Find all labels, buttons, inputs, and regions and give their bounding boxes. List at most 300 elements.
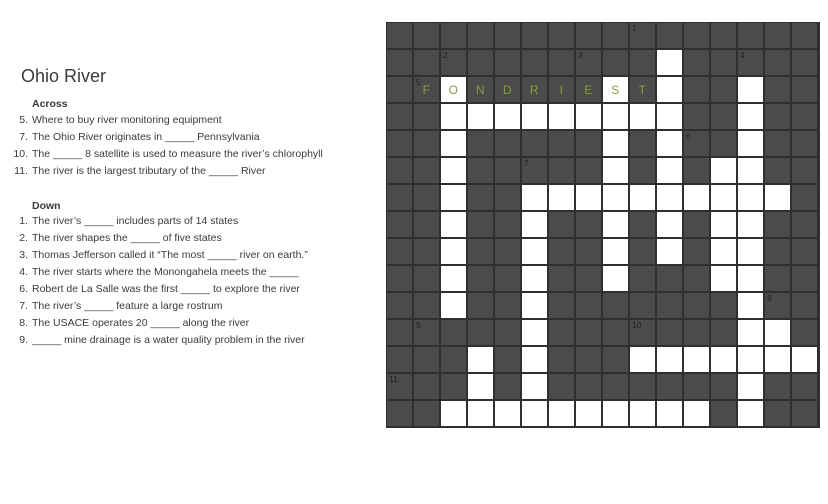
grid-cell[interactable] bbox=[738, 347, 763, 372]
blocked-cell bbox=[387, 374, 412, 399]
blocked-cell bbox=[495, 50, 520, 75]
blocked-cell bbox=[468, 131, 493, 156]
down-clue-6 bbox=[0, 282, 300, 296]
grid-cell[interactable] bbox=[711, 185, 736, 210]
blocked-cell bbox=[792, 131, 817, 156]
grid-cell[interactable] bbox=[603, 401, 628, 426]
blocked-cell bbox=[414, 293, 439, 318]
blocked-cell bbox=[792, 401, 817, 426]
blocked-cell bbox=[792, 77, 817, 102]
down-clue-9 bbox=[0, 333, 305, 347]
grid-cell[interactable] bbox=[603, 158, 628, 183]
cell-number: 1 bbox=[632, 23, 637, 33]
grid-cell[interactable] bbox=[711, 239, 736, 264]
blocked-cell bbox=[792, 239, 817, 264]
blocked-cell bbox=[576, 131, 601, 156]
blocked-cell bbox=[684, 77, 709, 102]
grid-cell[interactable] bbox=[522, 293, 547, 318]
across-clue-7 bbox=[0, 130, 260, 144]
blocked-cell bbox=[495, 23, 520, 48]
blocked-cell bbox=[549, 50, 574, 75]
blocked-cell bbox=[414, 320, 439, 345]
blocked-cell bbox=[468, 266, 493, 291]
blocked-cell bbox=[792, 212, 817, 237]
blocked-cell bbox=[414, 104, 439, 129]
blocked-cell bbox=[684, 104, 709, 129]
grid-cell[interactable] bbox=[441, 266, 466, 291]
grid-cell[interactable] bbox=[522, 320, 547, 345]
blocked-cell bbox=[657, 320, 682, 345]
blocked-cell bbox=[576, 77, 601, 102]
blocked-cell bbox=[441, 374, 466, 399]
blocked-cell bbox=[630, 239, 655, 264]
grid-cell[interactable] bbox=[468, 104, 493, 129]
blocked-cell bbox=[684, 212, 709, 237]
blocked-cell bbox=[441, 23, 466, 48]
clue-text: Where to buy river monitoring equipment bbox=[32, 114, 222, 126]
grid-cell[interactable] bbox=[441, 158, 466, 183]
blocked-cell bbox=[684, 131, 709, 156]
grid-cell[interactable] bbox=[738, 104, 763, 129]
grid-cell[interactable] bbox=[468, 401, 493, 426]
blocked-cell bbox=[684, 239, 709, 264]
blocked-cell bbox=[522, 23, 547, 48]
blocked-cell bbox=[630, 320, 655, 345]
grid-cell[interactable] bbox=[738, 266, 763, 291]
blocked-cell bbox=[495, 266, 520, 291]
blocked-cell bbox=[468, 320, 493, 345]
blocked-cell bbox=[792, 104, 817, 129]
blocked-cell bbox=[630, 131, 655, 156]
clue-number: 8. bbox=[19, 317, 28, 329]
blocked-cell bbox=[576, 212, 601, 237]
clue-number: 7. bbox=[19, 300, 28, 312]
cell-letter: D bbox=[502, 83, 513, 97]
clue-number: 9. bbox=[19, 334, 28, 346]
grid-cell[interactable] bbox=[657, 104, 682, 129]
blocked-cell bbox=[630, 374, 655, 399]
cell-letter: T bbox=[638, 83, 647, 97]
blocked-cell bbox=[522, 158, 547, 183]
grid-cell[interactable] bbox=[657, 347, 682, 372]
blocked-cell bbox=[792, 374, 817, 399]
grid-cell[interactable] bbox=[657, 158, 682, 183]
blocked-cell bbox=[387, 239, 412, 264]
blocked-cell bbox=[576, 374, 601, 399]
blocked-cell bbox=[522, 131, 547, 156]
blocked-cell bbox=[468, 23, 493, 48]
blocked-cell bbox=[765, 131, 790, 156]
blocked-cell bbox=[549, 266, 574, 291]
blocked-cell bbox=[387, 104, 412, 129]
grid-cell[interactable] bbox=[522, 185, 547, 210]
clue-number: 6. bbox=[19, 283, 28, 295]
blocked-cell bbox=[630, 158, 655, 183]
blocked-cell bbox=[414, 212, 439, 237]
blocked-cell bbox=[630, 23, 655, 48]
grid-cell[interactable] bbox=[603, 185, 628, 210]
blocked-cell bbox=[684, 266, 709, 291]
blocked-cell bbox=[387, 347, 412, 372]
grid-cell[interactable] bbox=[603, 239, 628, 264]
cell-letter: S bbox=[611, 83, 620, 97]
clue-text: The river’s _____ includes parts of 14 states bbox=[32, 215, 239, 227]
grid-cell[interactable] bbox=[576, 185, 601, 210]
grid-cell[interactable] bbox=[441, 212, 466, 237]
blocked-cell bbox=[495, 131, 520, 156]
down-clue-1 bbox=[0, 214, 238, 228]
clue-panel bbox=[0, 0, 380, 504]
clue-number: 5. bbox=[19, 114, 28, 126]
grid-cell[interactable] bbox=[711, 212, 736, 237]
grid-cell[interactable] bbox=[468, 374, 493, 399]
down-heading: Down bbox=[32, 200, 61, 212]
across-clue-10 bbox=[0, 147, 323, 161]
blocked-cell bbox=[549, 77, 574, 102]
blocked-cell bbox=[603, 23, 628, 48]
grid-cell[interactable] bbox=[657, 50, 682, 75]
blocked-cell bbox=[711, 50, 736, 75]
blocked-cell bbox=[495, 293, 520, 318]
clue-text: Thomas Jefferson called it “The most _____ river on earth.” bbox=[32, 249, 308, 261]
blocked-cell bbox=[495, 158, 520, 183]
blocked-cell bbox=[549, 320, 574, 345]
blocked-cell bbox=[684, 293, 709, 318]
blocked-cell bbox=[441, 347, 466, 372]
grid-cell[interactable] bbox=[495, 104, 520, 129]
blocked-cell bbox=[765, 50, 790, 75]
grid-cell[interactable] bbox=[549, 185, 574, 210]
clue-text: The river starts where the Monongahela meets the _____ bbox=[32, 266, 299, 278]
blocked-cell bbox=[765, 23, 790, 48]
blocked-cell bbox=[387, 401, 412, 426]
blocked-cell bbox=[630, 266, 655, 291]
across-heading: Across bbox=[32, 98, 68, 110]
puzzle-title: Ohio River bbox=[21, 66, 107, 86]
blocked-cell bbox=[711, 401, 736, 426]
cell-number: 5 bbox=[416, 77, 421, 87]
clue-text: The Ohio River originates in _____ Pennsylvania bbox=[32, 131, 260, 143]
cell-number: 11 bbox=[389, 374, 398, 384]
blocked-cell bbox=[711, 23, 736, 48]
grid-cell[interactable] bbox=[738, 77, 763, 102]
blocked-cell bbox=[522, 50, 547, 75]
grid-cell[interactable] bbox=[657, 131, 682, 156]
grid-cell[interactable] bbox=[738, 374, 763, 399]
blocked-cell bbox=[711, 320, 736, 345]
blocked-cell bbox=[414, 266, 439, 291]
grid-cell[interactable] bbox=[738, 293, 763, 318]
blocked-cell bbox=[684, 158, 709, 183]
blocked-cell bbox=[765, 239, 790, 264]
blocked-cell bbox=[765, 104, 790, 129]
blocked-cell bbox=[792, 293, 817, 318]
blocked-cell bbox=[765, 374, 790, 399]
cell-number: 10 bbox=[632, 320, 642, 330]
grid-cell[interactable] bbox=[522, 266, 547, 291]
clue-text: The _____ 8 satellite is used to measure the river’s chlorophyll bbox=[32, 148, 323, 160]
blocked-cell bbox=[738, 50, 763, 75]
cell-number: 6 bbox=[686, 131, 691, 141]
blocked-cell bbox=[414, 23, 439, 48]
blocked-cell bbox=[792, 266, 817, 291]
blocked-cell bbox=[684, 50, 709, 75]
blocked-cell bbox=[549, 293, 574, 318]
grid-cell[interactable] bbox=[792, 347, 817, 372]
blocked-cell bbox=[414, 401, 439, 426]
grid-cell[interactable] bbox=[630, 185, 655, 210]
down-clue-3 bbox=[0, 248, 308, 262]
blocked-cell bbox=[468, 185, 493, 210]
cell-letter: R bbox=[529, 83, 540, 97]
clue-number: 2. bbox=[19, 232, 28, 244]
grid-cell[interactable] bbox=[684, 347, 709, 372]
grid-cell[interactable] bbox=[657, 77, 682, 102]
blocked-cell bbox=[495, 77, 520, 102]
cell-letter: E bbox=[584, 83, 593, 97]
grid-cell[interactable] bbox=[522, 104, 547, 129]
blocked-cell bbox=[387, 266, 412, 291]
blocked-cell bbox=[387, 77, 412, 102]
blocked-cell bbox=[792, 23, 817, 48]
blocked-cell bbox=[387, 158, 412, 183]
grid-cell[interactable] bbox=[765, 320, 790, 345]
grid-cell[interactable] bbox=[711, 347, 736, 372]
blocked-cell bbox=[657, 293, 682, 318]
grid-cell[interactable] bbox=[441, 239, 466, 264]
down-clue-8 bbox=[0, 316, 249, 330]
blocked-cell bbox=[738, 23, 763, 48]
grid-cell[interactable] bbox=[549, 401, 574, 426]
blocked-cell bbox=[603, 293, 628, 318]
blocked-cell bbox=[792, 50, 817, 75]
cell-number: 3 bbox=[578, 50, 583, 60]
clue-number: 10. bbox=[13, 148, 28, 160]
blocked-cell bbox=[387, 320, 412, 345]
blocked-cell bbox=[684, 23, 709, 48]
blocked-cell bbox=[576, 347, 601, 372]
blocked-cell bbox=[468, 293, 493, 318]
blocked-cell bbox=[414, 374, 439, 399]
across-clue-5 bbox=[0, 113, 222, 127]
blocked-cell bbox=[414, 50, 439, 75]
grid-cell[interactable] bbox=[603, 266, 628, 291]
grid-cell[interactable] bbox=[522, 374, 547, 399]
clue-text: Robert de La Salle was the first _____ to explore the river bbox=[32, 283, 300, 295]
blocked-cell bbox=[549, 239, 574, 264]
crossword-grid bbox=[386, 22, 820, 428]
grid-cell[interactable] bbox=[468, 347, 493, 372]
grid-cell[interactable] bbox=[738, 401, 763, 426]
grid-cell[interactable] bbox=[765, 347, 790, 372]
blocked-cell bbox=[549, 158, 574, 183]
blocked-cell bbox=[441, 320, 466, 345]
grid-cell[interactable] bbox=[630, 104, 655, 129]
blocked-cell bbox=[414, 185, 439, 210]
blocked-cell bbox=[549, 347, 574, 372]
grid-cell[interactable] bbox=[495, 401, 520, 426]
blocked-cell bbox=[576, 23, 601, 48]
grid-cell[interactable] bbox=[684, 185, 709, 210]
blocked-cell bbox=[603, 374, 628, 399]
blocked-cell bbox=[630, 77, 655, 102]
blocked-cell bbox=[792, 158, 817, 183]
grid-cell[interactable] bbox=[711, 266, 736, 291]
blocked-cell bbox=[522, 77, 547, 102]
blocked-cell bbox=[792, 185, 817, 210]
blocked-cell bbox=[387, 131, 412, 156]
blocked-cell bbox=[684, 374, 709, 399]
blocked-cell bbox=[684, 320, 709, 345]
blocked-cell bbox=[576, 293, 601, 318]
blocked-cell bbox=[576, 239, 601, 264]
blocked-cell bbox=[495, 239, 520, 264]
blocked-cell bbox=[711, 104, 736, 129]
clue-text: The USACE operates 20 _____ along the river bbox=[32, 317, 250, 329]
grid-cell[interactable] bbox=[603, 104, 628, 129]
blocked-cell bbox=[468, 239, 493, 264]
grid-cell[interactable] bbox=[738, 158, 763, 183]
grid-cell[interactable] bbox=[657, 401, 682, 426]
blocked-cell bbox=[576, 320, 601, 345]
blocked-cell bbox=[576, 50, 601, 75]
blocked-cell bbox=[414, 77, 439, 102]
clue-number: 7. bbox=[19, 131, 28, 143]
grid-cell[interactable] bbox=[738, 212, 763, 237]
blocked-cell bbox=[414, 131, 439, 156]
blocked-cell bbox=[414, 239, 439, 264]
cell-number: 8 bbox=[767, 293, 772, 303]
cell-number: 4 bbox=[740, 50, 745, 60]
down-clue-4 bbox=[0, 265, 299, 279]
blocked-cell bbox=[495, 185, 520, 210]
cell-letter: N bbox=[475, 83, 486, 97]
blocked-cell bbox=[468, 158, 493, 183]
blocked-cell bbox=[603, 50, 628, 75]
blocked-cell bbox=[630, 50, 655, 75]
grid-cell[interactable] bbox=[765, 185, 790, 210]
blocked-cell bbox=[414, 347, 439, 372]
grid-cell[interactable] bbox=[630, 347, 655, 372]
blocked-cell bbox=[549, 23, 574, 48]
blocked-cell bbox=[765, 77, 790, 102]
grid-cell[interactable] bbox=[522, 239, 547, 264]
blocked-cell bbox=[657, 266, 682, 291]
blocked-cell bbox=[711, 374, 736, 399]
blocked-cell bbox=[603, 320, 628, 345]
blocked-cell bbox=[414, 158, 439, 183]
grid-cell[interactable] bbox=[738, 239, 763, 264]
clue-text: The river shapes the _____ of five states bbox=[32, 232, 222, 244]
blocked-cell bbox=[630, 212, 655, 237]
blocked-cell bbox=[468, 212, 493, 237]
blocked-cell bbox=[387, 212, 412, 237]
grid-cell[interactable] bbox=[441, 131, 466, 156]
blocked-cell bbox=[657, 374, 682, 399]
cell-number: 7 bbox=[524, 158, 529, 168]
blocked-cell bbox=[765, 401, 790, 426]
grid-cell[interactable] bbox=[603, 77, 628, 102]
grid-cell[interactable] bbox=[738, 131, 763, 156]
grid-cell[interactable] bbox=[603, 212, 628, 237]
grid-cell[interactable] bbox=[657, 239, 682, 264]
grid-cell[interactable] bbox=[441, 77, 466, 102]
grid-cell[interactable] bbox=[603, 131, 628, 156]
blocked-cell bbox=[441, 50, 466, 75]
grid-cell[interactable] bbox=[684, 401, 709, 426]
grid-cell[interactable] bbox=[657, 212, 682, 237]
blocked-cell bbox=[765, 293, 790, 318]
down-clue-2 bbox=[0, 231, 222, 245]
blocked-cell bbox=[468, 77, 493, 102]
clue-number: 4. bbox=[19, 266, 28, 278]
blocked-cell bbox=[387, 50, 412, 75]
blocked-cell bbox=[495, 320, 520, 345]
blocked-cell bbox=[765, 158, 790, 183]
down-clue-7 bbox=[0, 299, 222, 313]
grid-cell[interactable] bbox=[441, 104, 466, 129]
blocked-cell bbox=[765, 212, 790, 237]
grid-cell[interactable] bbox=[522, 401, 547, 426]
grid-cell[interactable] bbox=[549, 104, 574, 129]
blocked-cell bbox=[792, 320, 817, 345]
grid-cell[interactable] bbox=[738, 320, 763, 345]
grid-cell[interactable] bbox=[576, 401, 601, 426]
clue-number: 1. bbox=[19, 215, 28, 227]
grid-cell[interactable] bbox=[657, 185, 682, 210]
blocked-cell bbox=[495, 212, 520, 237]
grid-cell[interactable] bbox=[441, 293, 466, 318]
clue-text: The river’s _____ feature a large rostrum bbox=[32, 300, 223, 312]
blocked-cell bbox=[576, 266, 601, 291]
blocked-cell bbox=[549, 131, 574, 156]
clue-text: _____ mine drainage is a water quality problem in the river bbox=[32, 334, 305, 346]
blocked-cell bbox=[387, 293, 412, 318]
cell-letter: O bbox=[448, 83, 459, 97]
cell-number: 9 bbox=[416, 320, 421, 330]
blocked-cell bbox=[495, 347, 520, 372]
clue-number: 11. bbox=[14, 165, 28, 177]
cell-letter: I bbox=[559, 83, 564, 97]
blocked-cell bbox=[495, 374, 520, 399]
clue-number: 3. bbox=[19, 249, 28, 261]
cell-number: 2 bbox=[443, 50, 448, 60]
blocked-cell bbox=[468, 50, 493, 75]
grid-cell[interactable] bbox=[441, 185, 466, 210]
clue-text: The river is the largest tributary of the _____ River bbox=[32, 165, 266, 177]
grid-cell[interactable] bbox=[738, 185, 763, 210]
blocked-cell bbox=[549, 374, 574, 399]
blocked-cell bbox=[657, 23, 682, 48]
across-clue-11 bbox=[0, 164, 265, 178]
grid-cell[interactable] bbox=[522, 347, 547, 372]
blocked-cell bbox=[576, 158, 601, 183]
grid-cell[interactable] bbox=[522, 212, 547, 237]
grid-cell[interactable] bbox=[576, 104, 601, 129]
blocked-cell bbox=[549, 212, 574, 237]
blocked-cell bbox=[603, 347, 628, 372]
blocked-cell bbox=[387, 23, 412, 48]
blocked-cell bbox=[711, 77, 736, 102]
blocked-cell bbox=[711, 131, 736, 156]
grid-cell[interactable] bbox=[441, 401, 466, 426]
blocked-cell bbox=[765, 266, 790, 291]
blocked-cell bbox=[630, 293, 655, 318]
blocked-cell bbox=[387, 185, 412, 210]
grid-cell[interactable] bbox=[630, 401, 655, 426]
grid-cell[interactable] bbox=[711, 158, 736, 183]
blocked-cell bbox=[711, 293, 736, 318]
